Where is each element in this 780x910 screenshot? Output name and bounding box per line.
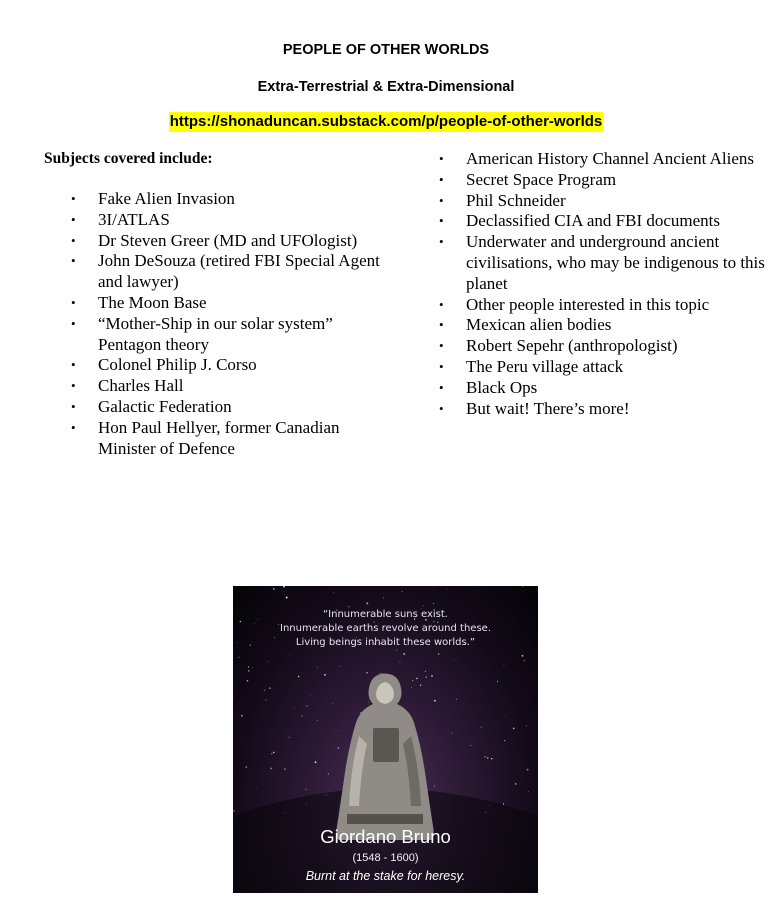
subject-list-item: • Mexican alien bodies: [466, 315, 766, 336]
subject-list-item: • Colonel Philip J. Corso: [98, 355, 388, 376]
document-subtitle: Extra-Terrestrial & Extra-Dimensional: [257, 79, 515, 95]
subject-list-item: • 3I/ATLAS: [98, 210, 388, 231]
poster-name: Giordano Bruno: [320, 826, 451, 847]
subject-list-item: • Galactic Federation: [98, 397, 388, 418]
statue-figure: [336, 674, 433, 841]
url-line: [0, 113, 772, 131]
subject-list-item: • The Moon Base: [98, 293, 388, 314]
subject-list-item: • Hon Paul Hellyer, former Canadian Minister of Defence: [98, 418, 388, 460]
subject-list-item: • Declassified CIA and FBI documents: [466, 211, 766, 232]
quote-line: “Innumerable suns exist.: [323, 609, 448, 620]
subject-list-item: • The Peru village attack: [466, 357, 766, 378]
subject-list-item: • Fake Alien Invasion: [98, 189, 388, 210]
subject-list-item: • Dr Steven Greer (MD and UFOlogist): [98, 231, 388, 252]
subject-list-item: • Robert Sepehr (anthropologist): [466, 336, 766, 357]
subject-list-item: • Secret Space Program: [466, 170, 766, 191]
subject-list-item: • Other people interested in this topic: [466, 295, 766, 316]
subject-list-item: • But wait! There’s more!: [466, 399, 766, 420]
substack-link[interactable]: https://shonaduncan.substack.com/p/people-of-other-worlds: [169, 113, 603, 130]
subject-list-item: • American History Channel Ancient Aliens: [466, 149, 766, 170]
poster-quote: [233, 608, 538, 650]
subject-list-item: • “Mother-Ship in our solar system” Pentagon theory: [98, 314, 388, 356]
subjects-list-left: [98, 189, 388, 459]
quote-line: Living beings inhabit these worlds.”: [295, 637, 476, 648]
giordano-bruno-poster: [233, 586, 538, 893]
subjects-list-right: [466, 149, 766, 419]
subject-list-item: • Underwater and underground ancient civilisations, who may be indigenous to this planet: [466, 232, 766, 294]
document-title: PEOPLE OF OTHER WORLDS: [282, 42, 490, 58]
subject-list-item: • Charles Hall: [98, 376, 388, 397]
subject-list-item: • Black Ops: [466, 378, 766, 399]
subject-list-item: • Phil Schneider: [466, 191, 766, 212]
subject-list-item: • John DeSouza (retired FBI Special Agent and lawyer): [98, 251, 388, 293]
poster-caption: Burnt at the stake for heresy.: [305, 869, 466, 883]
subjects-heading: Subjects covered include:: [44, 150, 213, 167]
poster-dates: (1548 - 1600): [352, 852, 419, 864]
quote-line: Innumerable earths revolve around these.: [280, 623, 491, 634]
